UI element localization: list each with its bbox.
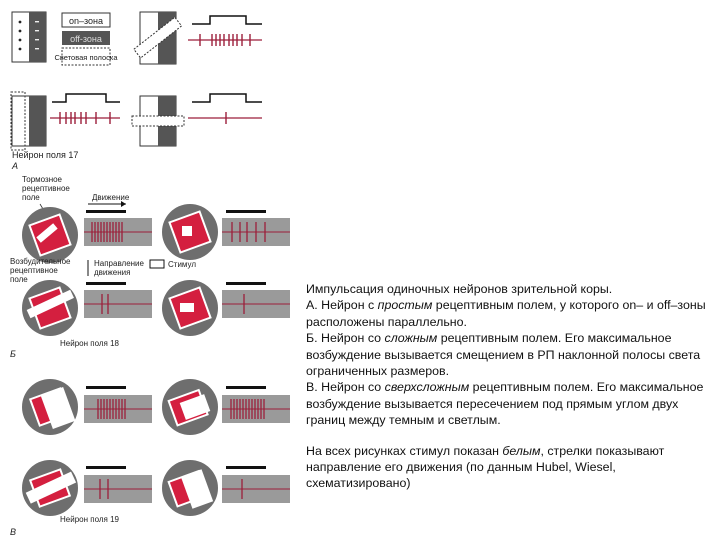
movement-label: Движение (92, 193, 130, 202)
panel-b (10, 175, 290, 359)
panel-b-letter: Б (10, 349, 16, 359)
caption-note: На всех рисунках стимул показан белым, стрелки показывают направление его движения (по данным Hubel, Wiesel, схематизировано) (306, 443, 665, 491)
stimulus-timing-trace (52, 94, 120, 102)
excitatory-field-label: Возбудительное рецептивное поле (10, 257, 71, 284)
neuron-19-label: Нейрон поля 19 (60, 515, 119, 524)
caption-c: В. Нейрон со сверхсложным рецептивным полем. Его максимальное возбуждение вызывается пересечением под прямым углом двух границ между темным и светлым. (306, 380, 704, 428)
figure-caption (306, 281, 706, 492)
horizontal-light-strip (132, 116, 184, 126)
stimulus-spot (180, 303, 194, 312)
movement-direction-label: Направление движения (94, 259, 144, 277)
panel-c-letter: В (10, 527, 17, 537)
panel-a (11, 12, 262, 171)
inhibitory-field-label: Тормозное рецептивное поле (22, 175, 70, 202)
caption-title: Импульсация одиночных нейронов зрительной коры. (306, 282, 613, 296)
stimulus-label: Стимул (168, 260, 196, 269)
stimulus-timing-trace (192, 16, 262, 24)
neuron-17-label: Нейрон поля 17 (12, 150, 79, 160)
caption-b: Б. Нейрон со сложным рецептивным полем. Его максимальное возбуждение вызывается смещением в РП наклонной полосы света ограниченных размеров. (306, 331, 701, 379)
legend-on-label: on–зона (68, 16, 104, 26)
stimulus-spot (182, 226, 192, 236)
stimulus-timing-trace (192, 94, 262, 102)
panel-a-letter: А (12, 161, 19, 171)
receptive-field-off-zone (29, 12, 46, 62)
neuron-18-label: Нейрон поля 18 (60, 339, 119, 348)
caption-a: А. Нейрон с простым рецептивным полем, у которого on– и off–зоны расположены параллельно. (306, 298, 706, 329)
panel-c (10, 379, 290, 537)
legend-strip-label: Световая полоска (54, 53, 118, 62)
stimulus-legend-box (150, 260, 164, 268)
legend-off-label: off-зона (70, 34, 102, 44)
